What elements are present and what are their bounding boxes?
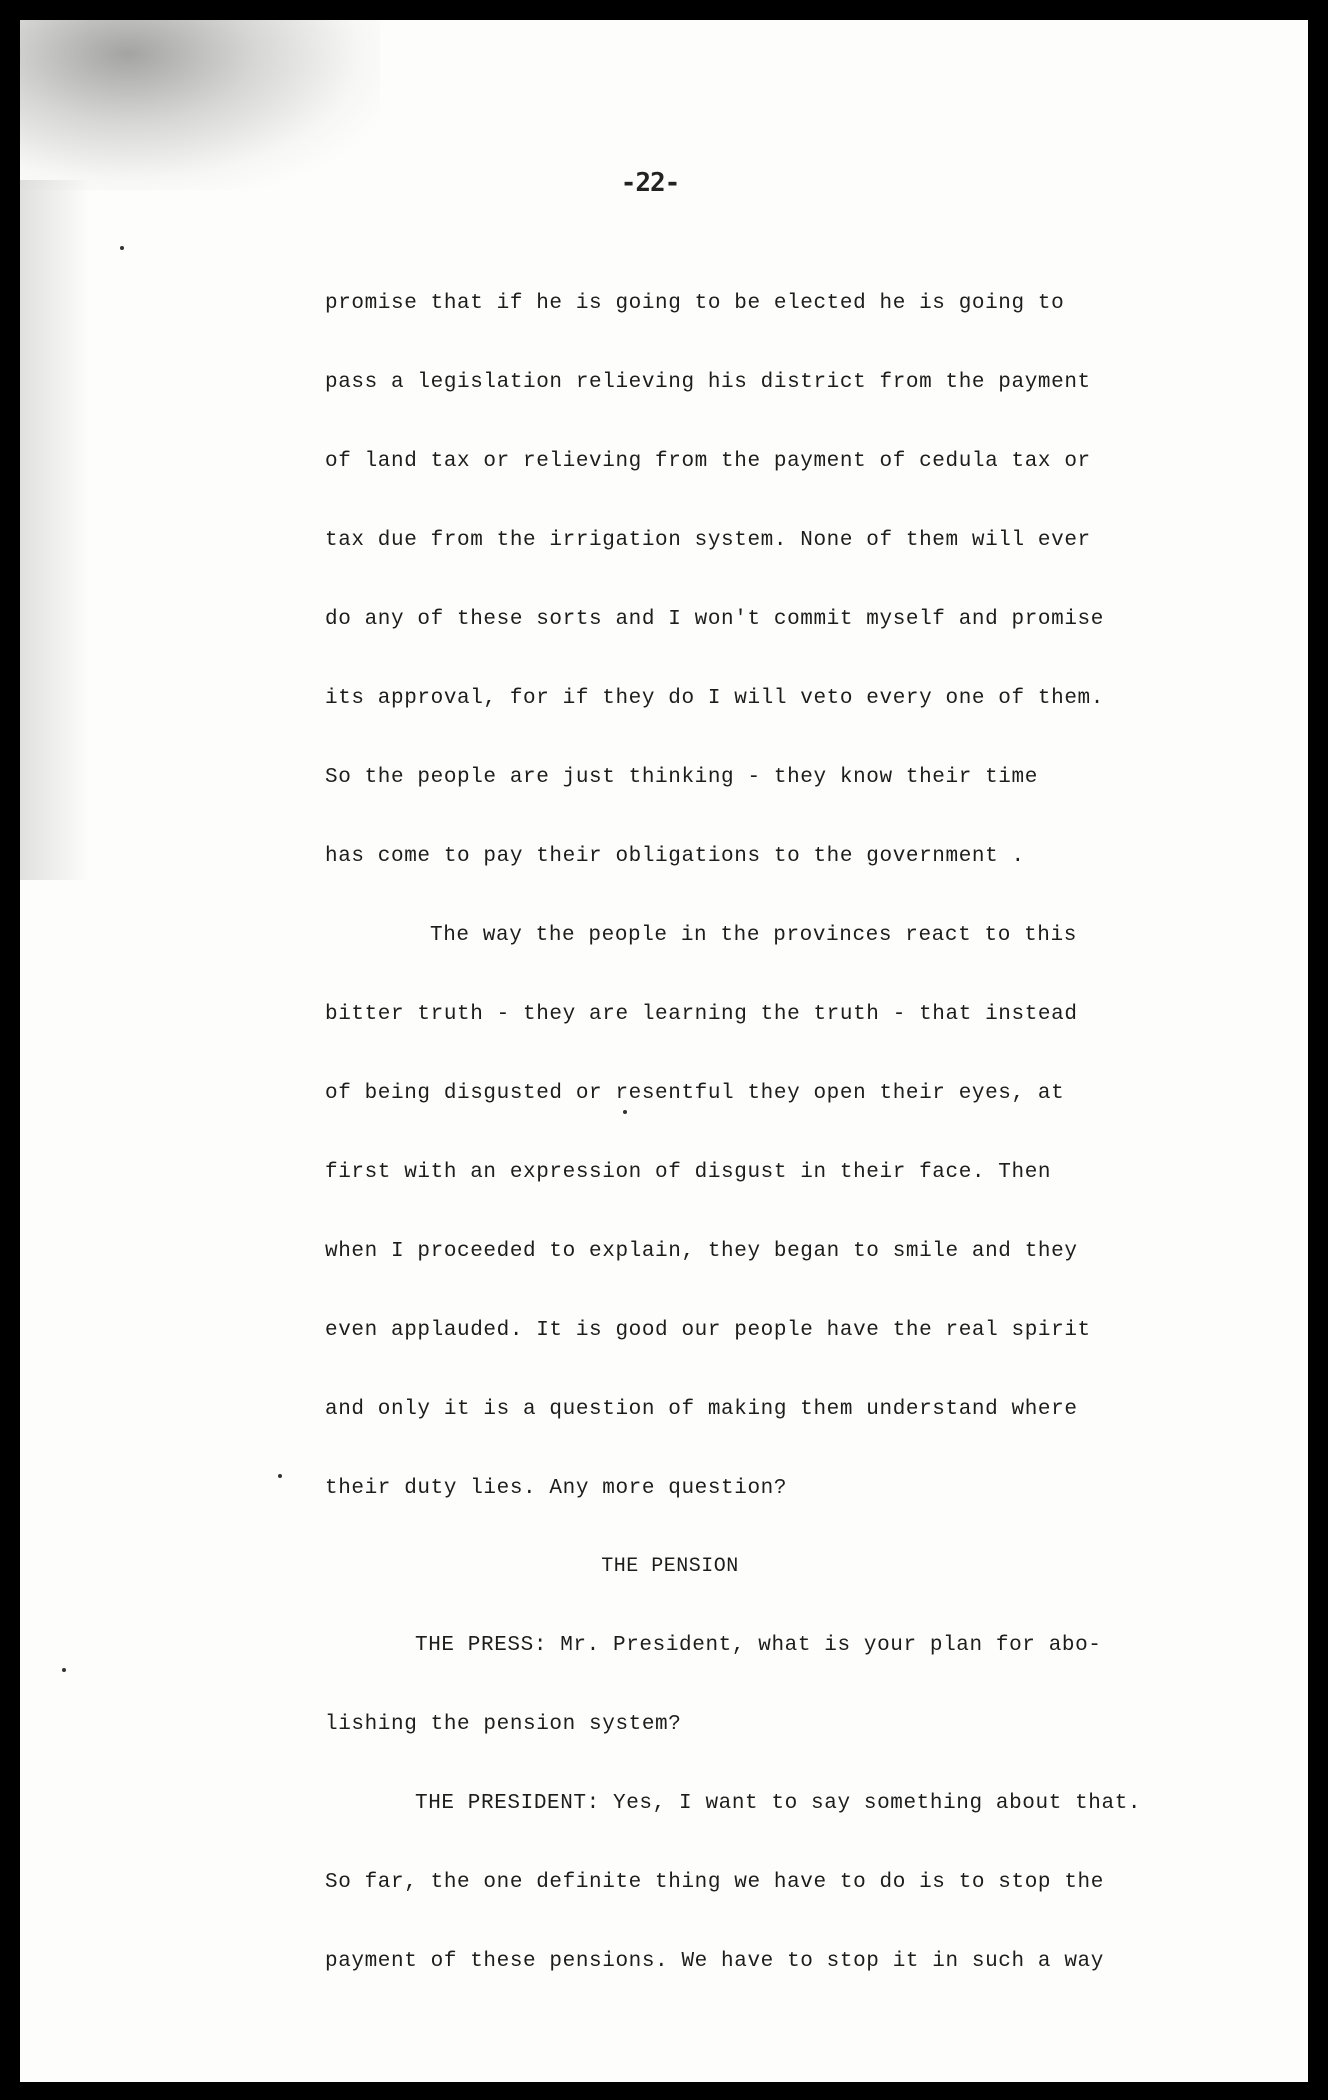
text-line: So the people are just thinking - they know their time: [325, 766, 1038, 789]
text-line: of land tax or relieving from the payment of cedula tax or: [325, 450, 1091, 473]
scan-speck: [120, 246, 124, 250]
page-number: -22-: [620, 168, 680, 198]
press-question: THE PRESS: Mr. President, what is your plan for abo-: [415, 1634, 1102, 1657]
scan-shadow: [20, 180, 90, 880]
text-line: pass a legislation relieving his district from the payment: [325, 371, 1091, 394]
text-line: when I proceeded to explain, they began to smile and they: [325, 1240, 1078, 1263]
text-line: payment of these pensions. We have to stop it in such a way: [325, 1950, 1104, 1973]
section-heading: THE PENSION: [601, 1555, 739, 1578]
text-line: lishing the pension system?: [325, 1713, 682, 1736]
text-line: do any of these sorts and I won't commit myself and promise: [325, 608, 1104, 631]
text-line: even applauded. It is good our people have the real spirit: [325, 1319, 1091, 1342]
scan-smudge: [20, 20, 380, 190]
text-line: has come to pay their obligations to the government .: [325, 845, 1025, 868]
president-answer: THE PRESIDENT: Yes, I want to say something about that.: [415, 1792, 1142, 1815]
paragraph-start: The way the people in the provinces react to this: [430, 924, 1077, 947]
text-line: promise that if he is going to be elected he is going to: [325, 292, 1065, 315]
text-line: first with an expression of disgust in their face. Then: [325, 1161, 1052, 1184]
document-page: [20, 20, 1308, 2082]
scan-speck: [623, 1110, 627, 1114]
text-line: of being disgusted or resentful they open their eyes, at: [325, 1082, 1065, 1105]
text-line: So far, the one definite thing we have to do is to stop the: [325, 1871, 1104, 1894]
text-line: tax due from the irrigation system. None of them will ever: [325, 529, 1091, 552]
scan-speck: [278, 1474, 282, 1478]
scan-speck: [62, 1668, 66, 1672]
text-line: and only it is a question of making them understand where: [325, 1398, 1078, 1421]
text-line: their duty lies. Any more question?: [325, 1477, 788, 1500]
text-line: bitter truth - they are learning the truth - that instead: [325, 1003, 1078, 1026]
text-line: its approval, for if they do I will veto every one of them.: [325, 687, 1104, 710]
